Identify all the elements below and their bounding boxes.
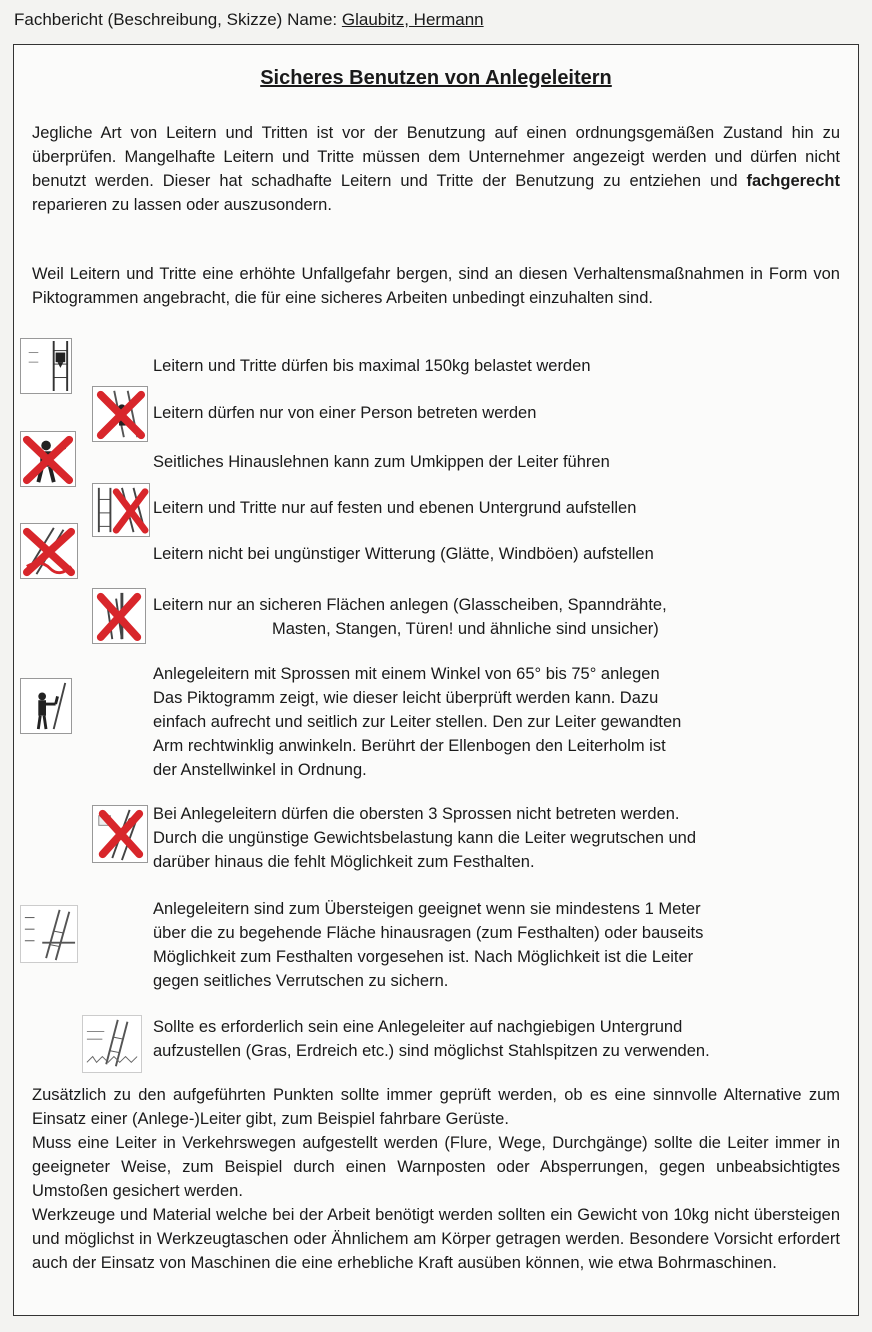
closing-paragraph-1: Zusätzlich zu den aufgeführten Punkten sollte immer geprüft werden, ob es eine sinnvolle Alternative zum Einsatz einer (Anlege-)Leiter gibt, zum Beispiel fahrbare Gerüste. [32, 1086, 840, 1128]
one-person-icon [92, 386, 148, 442]
rule-no-leaning: Seitliches Hinauslehnen kann zum Umkippen der Leiter führen [153, 453, 610, 471]
rule-angle-line-2: Das Piktogramm zeigt, wie dieser leicht überprüft werden kann. Dazu [153, 689, 659, 707]
rule-angle-line-4: Arm rechtwinklig anwinkeln. Berührt der Ellenbogen den Leiterholm ist [153, 737, 666, 755]
intro-paragraph-1 [32, 121, 840, 217]
rule-safe-surface-line-1: Leitern nur an sicheren Flächen anlegen (Glasscheiben, Spanndrähte, [153, 596, 667, 614]
rule-angle-line-5: der Anstellwinkel in Ordnung. [153, 761, 367, 779]
bad-weather-icon [20, 523, 78, 579]
rule-bad-weather: Leitern nicht bei ungünstiger Witterung (Glätte, Windböen) aufstellen [153, 545, 654, 563]
intro-text-before: Jegliche Art von Leitern und Tritten ist vor der Benutzung auf einen ordnungsgemäßen Zustand hin zu überprüfen. Mangelhafte Leitern und Tritte müssen dem Unternehmer angezeigt werden und dürfen nicht benutzt werden. Dieser hat schadhafte Leitern und Tritte der Benutzung zu entziehen und [32, 124, 840, 190]
steel-spikes-icon [82, 1015, 142, 1073]
overhang-icon [20, 905, 78, 963]
load-limit-icon [20, 338, 72, 394]
firm-ground-icon [92, 483, 150, 537]
rule-one-person: Leitern dürfen nur von einer Person betreten werden [153, 404, 537, 422]
safe-surface-icon [92, 588, 146, 644]
rule-top-rungs-line-1: Bei Anlegeleitern dürfen die obersten 3 Sprossen nicht betreten werden. [153, 805, 680, 823]
closing-paragraph-3: Werkzeuge und Material welche bei der Arbeit benötigt werden sollten ein Gewicht von 10kg nicht übersteigen und möglichst in Werkzeugtaschen oder Ähnlichem am Körper getragen werden. Besondere Vorsicht erfordert auch der Einsatz von Maschinen die eine erhebliche Kraft ausüben können, wie etwa Bohrmaschinen. [32, 1206, 840, 1272]
rule-overhang-line-2: über die zu begehende Fläche hinausragen (zum Festhalten) oder bauseits [153, 924, 704, 942]
intro-paragraph-2: Weil Leitern und Tritte eine erhöhte Unfallgefahr bergen, sind an diesen Verhaltensmaßnahmen in Form von Piktogrammen angebracht, die für eine sicheres Arbeiten unbedingt einzuhalten sind. [32, 265, 840, 307]
rule-firm-ground: Leitern und Tritte nur auf festen und ebenen Untergrund aufstellen [153, 499, 637, 517]
intro-bold-word: fachgerecht [746, 172, 840, 190]
rule-angle-line-1: Anlegeleitern mit Sprossen mit einem Winkel von 65° bis 75° anlegen [153, 665, 660, 683]
rule-top-rungs-line-3: darüber hinaus die fehlt Möglichkeit zum Festhalten. [153, 853, 535, 871]
no-leaning-icon [20, 431, 76, 487]
rule-top-rungs-line-2: Durch die ungünstige Gewichtsbelastung kann die Leiter wegrutschen und [153, 829, 697, 847]
rule-overhang-line-4: gegen seitliches Verrutschen zu sichern. [153, 972, 449, 990]
report-frame [13, 44, 859, 1316]
closing-paragraph-2: Muss eine Leiter in Verkehrswegen aufgestellt werden (Flure, Wege, Durchgänge) sollte die Leiter immer in geeigneter Weise, zum Beispiel durch einen Warnposten oder Absperrungen, gegen unbeabsichtigtes Umstoßen gesichert werden. [32, 1134, 840, 1200]
angle-check-icon [20, 678, 72, 734]
rule-steel-spikes-line-2: aufzustellen (Gras, Erdreich etc.) sind möglichst Stahlspitzen zu verwenden. [153, 1042, 710, 1060]
rule-overhang-line-3: Möglichkeit zum Festhalten vorgesehen ist. Nach Möglichkeit ist die Leiter [153, 948, 694, 966]
page-title: Sicheres Benutzen von Anlegeleitern [260, 67, 612, 89]
rule-steel-spikes-line-1: Sollte es erforderlich sein eine Anlegeleiter auf nachgiebigen Untergrund [153, 1018, 683, 1036]
report-header [14, 10, 484, 30]
top-rungs-icon [92, 805, 148, 863]
rule-overhang-line-1: Anlegeleitern sind zum Übersteigen geeignet wenn sie mindestens 1 Meter [153, 900, 701, 918]
rule-angle-line-3: einfach aufrecht und seitlich zur Leiter stellen. Den zur Leiter gewandten [153, 713, 682, 731]
intro-text-after: reparieren zu lassen oder auszusondern. [32, 196, 332, 214]
author-name: Glaubitz, Hermann [341, 10, 484, 29]
header-label: Fachbericht (Beschreibung, Skizze) Name: [14, 10, 338, 29]
rule-safe-surface-line-2: Masten, Stangen, Türen! und ähnliche sind unsicher) [272, 620, 659, 638]
rule-load-limit: Leitern und Tritte dürfen bis maximal 150kg belastet werden [153, 357, 591, 375]
